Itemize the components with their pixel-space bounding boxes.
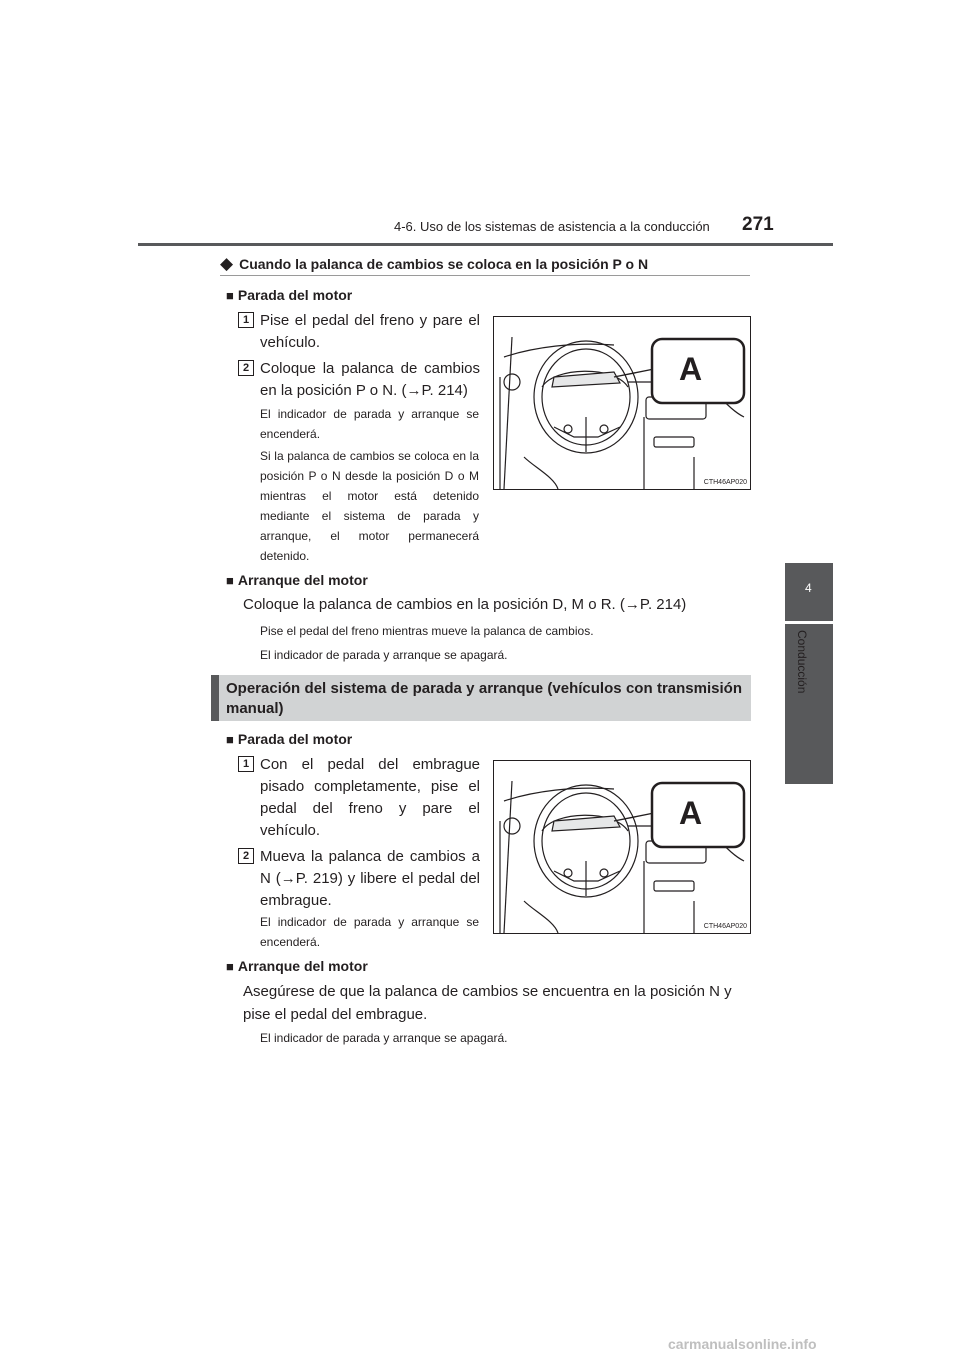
section1-step1-text: Pise el pedal del freno y pare el vehículo. — [260, 312, 480, 351]
dashboard-illustration — [494, 761, 750, 933]
section2-title-bar — [211, 675, 219, 721]
section1-stop-heading-text: Parada del motor — [237, 287, 353, 303]
section1-start-note1: Pise el pedal del freno mientras mueve la palanca de cambios. — [260, 624, 594, 638]
section1-rule — [220, 275, 750, 276]
chapter-label: Conducción — [795, 630, 809, 694]
header-section-title: 4-6. Uso de los sistemas de asistencia a la conducción — [394, 219, 710, 234]
section2-start-note1: El indicador de parada y arranque se apagará. — [260, 1031, 508, 1045]
section2-stop-heading-text: Parada del motor — [237, 731, 353, 747]
chapter-number: 4 — [805, 581, 812, 595]
step-number-1: 1 — [238, 312, 254, 328]
section1-start-heading-text: Arranque del motor — [237, 572, 368, 588]
diamond-icon: ◆ — [220, 254, 234, 273]
section2-start-heading-text: Arranque del motor — [237, 958, 368, 974]
square-bullet-icon: ■ — [226, 732, 234, 747]
header-rule — [138, 243, 833, 246]
section1-step2-text: Coloque la palanca de cambios en la posición P o N. (→P. 214) — [260, 360, 480, 399]
figure-code: CTH46AP020 — [703, 923, 747, 930]
callout-label: A — [679, 351, 703, 387]
callout-label: A — [679, 795, 703, 831]
watermark: carmanualsonline.info — [668, 1336, 817, 1352]
square-bullet-icon: ■ — [226, 288, 234, 303]
section2-start-heading — [226, 958, 368, 974]
section1-start-note2: El indicador de parada y arranque se apagará. — [260, 648, 508, 662]
section2-start-text: Asegúrese de que la palanca de cambios se encuentra en la posición N y pise el pedal del embrague. — [243, 983, 732, 1023]
section1-note1: El indicador de parada y arranque se encenderá. — [260, 407, 479, 441]
section1-title — [220, 254, 648, 274]
section1-start-heading — [226, 572, 368, 588]
section2-note1: El indicador de parada y arranque se encenderá. — [260, 915, 479, 949]
section2-stop-heading — [226, 731, 352, 747]
dashboard-illustration — [494, 317, 750, 489]
dashboard-figure — [493, 760, 751, 934]
dashboard-figure — [493, 316, 751, 490]
page-number: 271 — [742, 214, 774, 235]
step-number-2: 2 — [238, 360, 254, 376]
section2-step2-text: Mueva la palanca de cambios a N (→P. 219) y libere el pedal del embrague. — [260, 848, 480, 909]
figure-code: CTH46AP020 — [703, 479, 747, 486]
section1-note2: Si la palanca de cambios se coloca en la posición P o N desde la posición D o M mientras el motor está detenido mediante el sistema de parada y arranque, el motor permanecerá detenido. — [260, 449, 479, 563]
section2-step1-text: Con el pedal del embrague pisado completamente, pise el pedal del freno y pare el vehículo. — [260, 756, 480, 839]
step-number-1: 1 — [238, 756, 254, 772]
section1-start-text: Coloque la palanca de cambios en la posición D, M o R. (→P. 214) — [243, 596, 687, 613]
chapter-tab — [785, 563, 833, 621]
section1-title-text: Cuando la palanca de cambios se coloca en la posición P o N — [239, 256, 649, 272]
chapter-tab-label-box — [785, 624, 833, 784]
section1-stop-heading — [226, 287, 352, 303]
square-bullet-icon: ■ — [226, 573, 234, 588]
square-bullet-icon: ■ — [226, 959, 234, 974]
step-number-2: 2 — [238, 848, 254, 864]
section2-title: Operación del sistema de parada y arranque (vehículos con transmisión manual) — [226, 680, 742, 717]
